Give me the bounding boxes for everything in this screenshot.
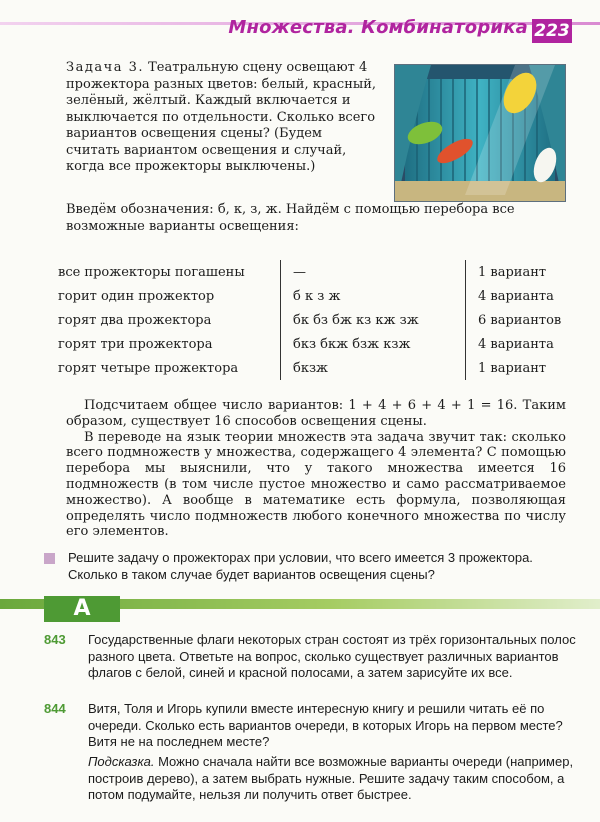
question-block: [44, 550, 584, 583]
table-row: [58, 332, 588, 356]
combos-cell: бкзж: [281, 356, 466, 380]
combos-cell: бкз бкж бзж кзж: [281, 332, 466, 356]
count-cell: 1 вариант: [478, 264, 547, 280]
square-marker-icon: [44, 553, 55, 564]
problem-844: [44, 701, 584, 751]
intro-text: Введём обозначения: б, к, з, ж. Найдём с помощью перебора все возможные варианты освещения:: [66, 202, 515, 234]
table-row: [58, 284, 588, 308]
section-band: [0, 596, 600, 624]
chapter-title: Множества. Комбинаторика: [228, 17, 528, 38]
table-row: [58, 260, 588, 284]
explanation: [66, 398, 566, 540]
hint-block: [88, 754, 584, 804]
theatre-stage-illustration: [394, 64, 566, 202]
case-cell: горят три прожектора: [58, 336, 213, 352]
problem-number: 843: [44, 632, 66, 647]
count-cell: 4 варианта: [478, 336, 554, 352]
count-cell: 1 вариант: [478, 360, 547, 376]
hint-text: Можно сначала найти все возможные варианты очереди (например, построив дерево), а затем выбрать нужные. Решите задачу таким способом, а потом подумайте, нельзя ли получить ответ быстрее.: [88, 754, 574, 802]
paragraph-sets: В переводе на язык теории множеств эта задача звучит так: сколько всего подмножеств у множества, содержащего 4 элемента? С помощью перебора мы выяснили, что у такого множества имеется 16 подмножеств (в том числе пустое множество и само рассматриваемое множество). А вообще в математике есть формула, позволяющая определять число подмножеств любого конечного множества по числу его элементов.: [66, 429, 566, 540]
page-header: [0, 0, 600, 44]
hint-label: Подсказка.: [88, 754, 155, 769]
case-cell: горят четыре прожектора: [58, 360, 239, 376]
problem-843: [44, 632, 584, 682]
stage-drawing: [395, 65, 565, 201]
question-text: Решите задачу о прожекторах при условии, что всего имеется 3 прожектора. Сколько в таком случае будет вариантов освещения сцены?: [68, 550, 533, 582]
case-cell: горит один прожектор: [58, 288, 215, 304]
task-3: [66, 60, 376, 176]
section-label: А: [44, 596, 120, 622]
table-row: [58, 308, 588, 332]
task-text: Театральную сцену освещают 4 прожектора разных цветов: белый, красный, зелёный, жёлтый. Каждый включается и выключается по отдельности. Сколько всего вариантов освещения сцены? (Будем считать вариантом освещения и случай, когда все прожекторы выключены.): [66, 60, 377, 174]
variants-table: [58, 260, 588, 380]
case-cell: все прожекторы погашены: [58, 264, 245, 280]
problem-text: Государственные флаги некоторых стран состоят из трёх горизонтальных полос разного цвета. Ответьте на вопрос, сколько существует различных вариантов флагов с белой, синей и красной полосами, а затем зарисуйте их все.: [88, 632, 576, 680]
paragraph-total: Подсчитаем общее число вариантов: 1 + 4 + 6 + 4 + 1 = 16. Таким образом, существует 16 способов освещения сцены.: [66, 398, 566, 429]
count-cell: 4 варианта: [478, 288, 554, 304]
combos-cell: б к з ж: [281, 284, 466, 308]
problem-text: Витя, Толя и Игорь купили вместе интересную книгу и решили читать её по очереди. Сколько есть вариантов очереди, в которых Игорь на первом месте? Витя не на последнем месте?: [88, 701, 563, 749]
page-number: 223: [532, 19, 572, 43]
case-cell: горят два прожектора: [58, 312, 212, 328]
table-row: [58, 356, 588, 380]
combos-cell: —: [281, 260, 466, 284]
combos-cell: бк бз бж кз кж зж: [281, 308, 466, 332]
count-cell: 6 вариантов: [478, 312, 562, 328]
problem-number: 844: [44, 701, 66, 716]
task-label: Задача 3.: [66, 60, 144, 75]
